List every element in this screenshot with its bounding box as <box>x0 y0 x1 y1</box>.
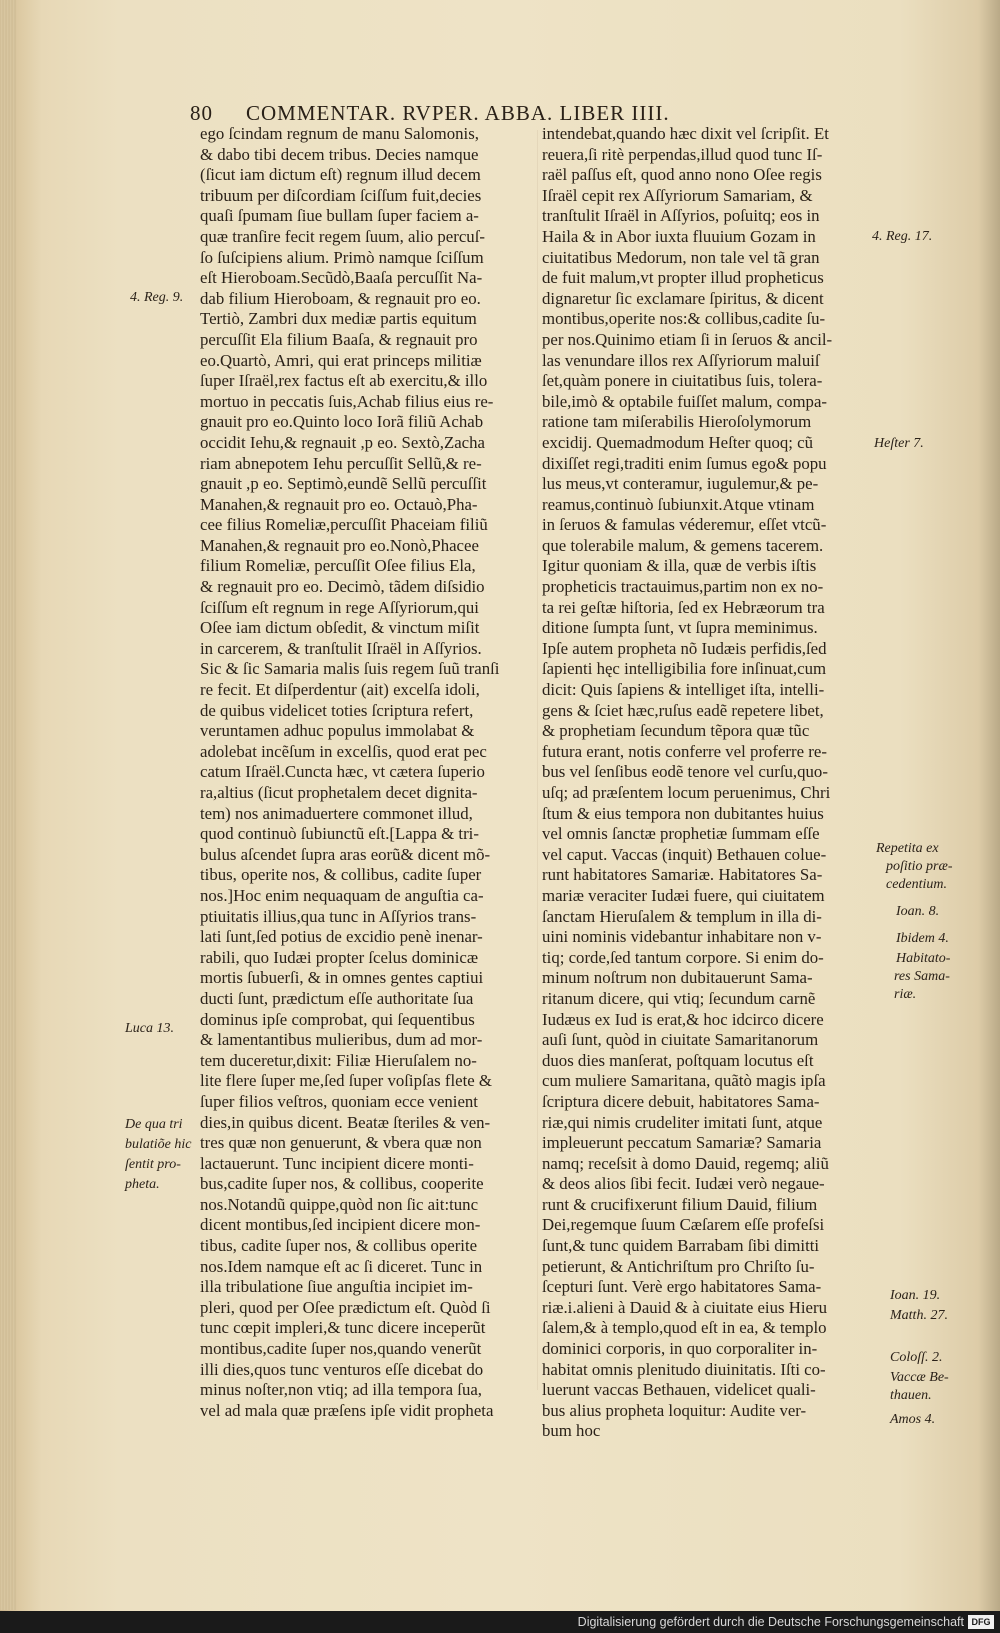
margin-note-dequa-4: pheta. <box>125 1177 160 1192</box>
left-text-column <box>200 124 540 1421</box>
text-line: auſi ſunt, quòd in ciuitate Samaritanorum <box>542 1030 819 1050</box>
text-line: Ipſe autem propheta nõ Iudæis perfidis,ſed <box>542 638 827 658</box>
text-line: Sic & ſic Samaria malis ſuis regem ſuũ tranſi <box>200 659 500 679</box>
text-line: Manahen,& regnauit pro eo.Nonò,Phacee <box>200 535 479 555</box>
margin-note-reg17: 4. Reg. 17. <box>872 229 933 244</box>
text-line: bile,imò & optabile fuiſſet malum, compa- <box>542 391 828 411</box>
text-line: impleuerunt peccatum Samariæ? Samaria <box>542 1133 822 1153</box>
text-line: re fecit. Et diſperdentur (ait) excelſa idoli, <box>200 680 480 700</box>
text-line: montibus,cadite ſuper nos,quando venerũt <box>200 1339 482 1359</box>
funding-credit: Digitalisierung gefördert durch die Deutsche Forschungsgemeinschaft <box>577 1615 964 1629</box>
text-line: quod continuò ſubiunctũ eſt.[Lappa & tri- <box>200 824 479 844</box>
text-line: Iudæus ex Iud is erat,& hoc idcirco dicere <box>542 1009 824 1029</box>
text-line: bulus aſcendet ſupra aras eorũ& dicent mõ- <box>200 844 491 864</box>
text-line: tiq; corde,ſed tantum corpore. Si enim do- <box>542 947 824 967</box>
text-line: bus alius propheta loquitur: Audite ver- <box>542 1400 807 1420</box>
text-line: dignaretur ſic exclamare ſpiritus, & dicent <box>542 288 824 308</box>
digitization-footer-bar <box>0 1611 1000 1633</box>
text-line: runt & crucifixerunt filium Dauid, filium <box>542 1194 818 1214</box>
text-line: mortuo in peccatis ſuis,Achab filius eius re- <box>200 391 494 411</box>
text-line: bus vel ſenſibus eodẽ tenore vel curſu,quo- <box>542 762 828 782</box>
text-line: pleri, quod per Oſee prædictum eſt. Quòd ſi <box>200 1297 491 1317</box>
text-line: tranſtulit Iſraël in Aſſyrios, poſuitq; eos in <box>542 206 820 226</box>
text-line: intendebat,quando hæc dixit vel ſcripſit. Et <box>542 124 829 143</box>
text-line: dicent montibus,ſed incipient dicere mon- <box>200 1215 481 1235</box>
text-line: ſet,quàm ponere in ciuitatibus ſuis, tolera- <box>542 371 823 391</box>
text-line: luerunt vaccas Bethauen, videlicet quali- <box>542 1380 816 1400</box>
text-line: riam abnepotem Iehu percuſſit Sellũ,& re- <box>200 453 482 473</box>
text-line: ſcriptura dicere debuit, habitatores Sama- <box>542 1091 820 1111</box>
text-line: ciuitatibus Medorum, non tale vel tã gran <box>542 247 820 267</box>
text-line: ſapienti hęc intelligibilia fore inſinuat,cum <box>542 659 827 679</box>
text-line: tibus, cadite ſuper nos, & collibus operite <box>200 1236 478 1256</box>
text-line: reuera,ſi ritè perpendas,illud quod tunc Iſ- <box>542 144 823 164</box>
text-line: cum muliere Samaritana, quãtò magis ipſa <box>542 1071 826 1091</box>
text-line: ſciſſum eſt regnum in rege Aſſyriorum,qui <box>200 597 479 617</box>
text-line: illi dies,quos tunc venturos eſſe dicebat do <box>200 1359 484 1379</box>
text-line: ducti ſunt, prædictum eſſe authoritate ſua <box>200 988 474 1008</box>
text-line: quæ tranſire fecit regem ſuum, alio percuſ- <box>200 226 485 246</box>
text-line: ſcepturi ſunt. Verè ergo habitatores Sama- <box>542 1277 822 1297</box>
text-line: nos.]Hoc enim nequaquam de anguſtia ca- <box>200 885 484 905</box>
text-line: reamus,continuò ſubiunxit.Atque vtinam <box>542 494 815 514</box>
text-line: riæ,qui nimis crudeliter imitati ſunt, atque <box>542 1112 823 1132</box>
text-line: gnauit ,p eo. Septimò,eundẽ Sellũ percuſſit <box>200 474 487 494</box>
text-line: duos dies manſerat, poſtquam locutus eſt <box>542 1050 814 1070</box>
text-line: ritanum dicere, qui vtiq; ſecundum carnẽ <box>542 988 816 1008</box>
text-line: ratione tam miſerabilis Hieroſolymorum <box>542 412 812 432</box>
text-line: uſq; ad præſentem locum peruenimus, Chri <box>542 783 831 802</box>
page-number: 80 <box>190 101 213 125</box>
text-line: tibus, operite nos, & collibus, cadite ſuper <box>200 865 482 885</box>
text-line: cee filius Romeliæ,percuſſit Phaceiam filiũ <box>200 515 488 535</box>
text-line: namq; receſsit à domo Dauid, regemq; aliũ <box>542 1153 829 1173</box>
margin-note-habitat-1: Habitato- <box>896 951 951 966</box>
text-line: dominus ipſe comprobat, qui ſequentibus <box>200 1009 475 1029</box>
text-line: lactauerunt. Tunc incipient dicere monti- <box>200 1153 474 1173</box>
text-line: ta rei geſtæ hiſtoria, ſed ex Hebræorum tra <box>542 597 825 617</box>
margin-note-reg9: 4. Reg. 9. <box>130 290 184 305</box>
text-line: in ſeruos & famulas véderemur, eſſet vtcũ- <box>542 515 827 535</box>
text-line: lite flere ſuper me,ſed ſuper voſipſas flete & <box>200 1071 492 1091</box>
text-line: ſanctam Hieruſalem & templum in illa di- <box>542 906 822 926</box>
margin-note-repetita-1: Repetita ex <box>876 841 939 856</box>
text-line: Dei,regemque ſuum Cæſarem eſſe profeſsi <box>542 1215 825 1235</box>
text-line: Tertiò, Zambri dux mediæ partis equitum <box>200 309 477 329</box>
text-line: bus,cadite ſuper nos, & collibus, cooperite <box>200 1174 484 1194</box>
text-line: que tolerabile malum, & gemens tacerem. <box>542 535 824 555</box>
text-line: per nos.Quinimo etiam ſi in ſeruos & ancil- <box>542 329 833 349</box>
text-line: ſuper filios veſtros, quoniam ecce venient <box>200 1091 478 1111</box>
text-line: mortis ſubuerſi, & in omnes gentes captiui <box>200 968 484 988</box>
text-line: dixiſſet regi,traditi enim ſumus ego& popu <box>542 453 827 473</box>
text-line: tunc cœpit impleri,& tunc dicere inceperũt <box>200 1318 486 1338</box>
text-line: in carcerem, & tranſtulit Iſraël in Aſſyrios. <box>200 638 482 658</box>
margin-note-repetita-3: cedentium. <box>886 877 948 892</box>
text-line: tres quæ non genuerunt, & vbera quæ non <box>200 1133 482 1153</box>
text-line: quaſi ſpumam ſiue bullam ſuper faciem a- <box>200 206 479 226</box>
text-line: adolebat incẽſum in excelſis, quod erat pec <box>200 741 487 761</box>
text-line: dab filium Hieroboam, & regnauit pro eo. <box>200 288 481 308</box>
text-line: (ſicut iam dictum eſt) regnum illud decem <box>200 165 481 185</box>
margin-note-vacca-2: thauen. <box>890 1388 932 1403</box>
text-line: ſtum & eius tempora non dubitantes huius <box>542 803 824 823</box>
text-line: nos.Notandũ quippe,quòd non ſic ait:tunc <box>200 1194 479 1214</box>
text-line: habitat omnis plenitudo diuinitatis. Iſti co- <box>542 1359 826 1379</box>
text-line: & lamentantibus mulieribus, dum ad mor- <box>200 1030 483 1050</box>
margin-note-matth27: Matth. 27. <box>890 1308 948 1323</box>
margin-note-dequa-3: ſentit pro- <box>125 1157 181 1172</box>
text-line: percuſſit Ela filium Baaſa, & regnauit pro <box>200 329 478 349</box>
margin-note-amos: Amos 4. <box>890 1412 936 1427</box>
text-line: dominici corporis, in quo corporaliter in- <box>542 1339 818 1359</box>
margin-note-habitat-3: riæ. <box>894 987 917 1002</box>
text-line: mariæ veraciter Iudæi fuere, qui ciuitatem <box>542 885 825 905</box>
margin-note-luca13: Luca 13. <box>125 1021 174 1036</box>
text-line: de fuit malum,vt propter illud propheticus <box>542 268 824 288</box>
margin-note-dequa-2: bulatiõe hic <box>125 1137 192 1152</box>
text-line: nos.Idem namque eſt ac ſi diceret. Tunc in <box>200 1256 483 1276</box>
text-line: ra,altius (ſicut prophetalem decet dignita- <box>200 783 478 802</box>
text-line: lus meus,vt conteramur, iugulemur,& pe- <box>542 474 819 494</box>
text-line: montibus,operite nos:& collibus,cadite ſu- <box>542 309 826 329</box>
text-line: lati ſunt,ſed potius de excidio penè inenar- <box>200 927 483 947</box>
margin-note-ioan8: Ioan. 8. <box>896 904 940 919</box>
margin-note-ioan19: Ioan. 19. <box>890 1288 941 1303</box>
text-line: veruntamen adhuc populus immolabat & <box>200 721 475 741</box>
page-edge <box>0 0 16 1610</box>
running-title: COMMENTAR. RVPER. ABBA. LIBER IIII. <box>246 101 670 125</box>
text-line: ſo ſuſcipiens alium. Primò namque ſciſſum <box>200 247 484 267</box>
text-line: petierunt, & Antichriſtum pro Chriſto ſu- <box>542 1256 815 1276</box>
text-line: ego ſcindam regnum de manu Salomonis, <box>200 124 479 143</box>
text-line: tem duceretur,dixit: Filiæ Hieruſalem no- <box>200 1050 477 1070</box>
text-line: uini nominis videbantur inhabitare non v- <box>542 927 822 947</box>
right-text-column <box>542 124 882 1442</box>
text-line: Oſee iam dictum obſedit, & vinctum miſit <box>200 618 480 638</box>
text-line: ſuper Iſraël,rex factus eſt ab exercitu,& illo <box>200 371 488 391</box>
text-line: bum hoc <box>542 1421 601 1441</box>
text-line: & deos alios ſibi fecit. Iudæi verò negaue- <box>542 1174 825 1194</box>
text-line: Manahen,& regnauit pro eo. Octauò,Pha- <box>200 494 478 514</box>
text-line: ſalem,& à templo,quod eſt in ea, & templo <box>542 1318 827 1338</box>
margin-note-habitat-2: res Sama- <box>894 969 950 984</box>
text-line: dicit: Quis ſapiens & intelliget iſta, intelli- <box>542 680 825 700</box>
text-line: ditione ſumpta ſunt, vt ſupra meminimus. <box>542 618 818 638</box>
text-line: gnauit pro eo.Quinto loco Iorã filiũ Achab <box>200 412 484 432</box>
margin-note-repetita-2: poſitio præ- <box>886 859 953 874</box>
text-line: vel caput. Vaccas (inquit) Bethauen colue- <box>542 844 827 864</box>
margin-note-vacca-1: Vaccæ Be- <box>890 1370 949 1385</box>
text-line: ſunt,& tunc quidem Barrabam ſibi dimitti <box>542 1236 820 1256</box>
margin-note-dequa-1: De qua tri <box>125 1117 183 1132</box>
text-line: excidij. Quemadmodum Heſter quoq; cũ <box>542 432 814 452</box>
text-line: Iſraël cepit rex Aſſyriorum Samariam, & <box>542 185 813 205</box>
text-line: eo.Quartò, Amri, qui erat princeps militiæ <box>200 350 482 370</box>
text-line: & dabo tibi decem tribus. Decies namque <box>200 144 479 164</box>
margin-note-ibidem: Ibidem 4. <box>896 931 949 946</box>
text-line: propheticis tractauimus,partim non ex no- <box>542 577 824 597</box>
text-line: ptiuitatis illius,qua tunc in Aſſyrios trans- <box>200 906 477 926</box>
text-line: riæ.i.alieni à Dauid & à ciuitate eius Hieru <box>542 1297 827 1317</box>
text-line: tem) nos animaduertere commonet illud, <box>200 803 473 823</box>
running-header <box>190 101 830 125</box>
margin-note-coloss: Coloſſ. 2. <box>890 1350 943 1365</box>
text-line: raël paſſus eſt, quod anno nono Oſee regis <box>542 165 822 185</box>
text-line: de quibus videlicet toties ſcriptura refert, <box>200 700 474 720</box>
text-line: rabili, quo Iudæi propter ſcelus dominicæ <box>200 947 479 967</box>
text-line: futura erant, notis conferre vel proferre re- <box>542 741 827 761</box>
text-line: runt habitatores Samariæ. Habitatores Sa- <box>542 865 823 885</box>
text-line: & prophetiam ſecundum tẽpora quæ tũc <box>542 721 810 741</box>
text-line: dies,in quibus dicent. Beatæ ſteriles & ven- <box>200 1112 491 1132</box>
margin-note-hester: Heſter 7. <box>874 436 924 451</box>
text-line: occidit Iehu,& regnauit ,p eo. Sextò,Zacha <box>200 432 485 452</box>
text-line: filium Romeliæ, percuſſit Oſee filius Ela, <box>200 556 476 576</box>
dfg-logo: DFG <box>968 1615 994 1629</box>
text-line: minus noſter,non vtiq; ad illa tempora ſua, <box>200 1380 483 1400</box>
text-line: las venundare illos rex Aſſyriorum maluiſ <box>542 350 820 370</box>
text-line: tribuum per diſcordiam ſciſſum fuit,decies <box>200 185 482 205</box>
text-line: vel omnis ſanctæ prophetiæ ſummam eſſe <box>542 824 820 844</box>
text-line: vel ad mala quæ præſens ipſe vidit propheta <box>200 1400 494 1420</box>
text-line: eſt Hieroboam.Secũdò,Baaſa percuſſit Na- <box>200 268 483 288</box>
text-line: Igitur quoniam & illa, quæ de verbis iſtis <box>542 556 817 576</box>
text-line: & regnauit pro eo. Decimò, tãdem diſsidio <box>200 577 485 597</box>
text-line: minum noſtrum non dubitauerunt Sama- <box>542 968 813 988</box>
text-line: catum Iſraël.Cuncta hæc, vt cætera ſuperio <box>200 762 485 782</box>
text-line: gens & ſciet hæc,ruſus eadẽ repetere libet, <box>542 700 824 720</box>
text-line: illa tribulatione ſiue anguſtia incipiet im- <box>200 1277 473 1297</box>
text-line: Haila & in Abor iuxta fluuium Gozam in <box>542 226 816 246</box>
